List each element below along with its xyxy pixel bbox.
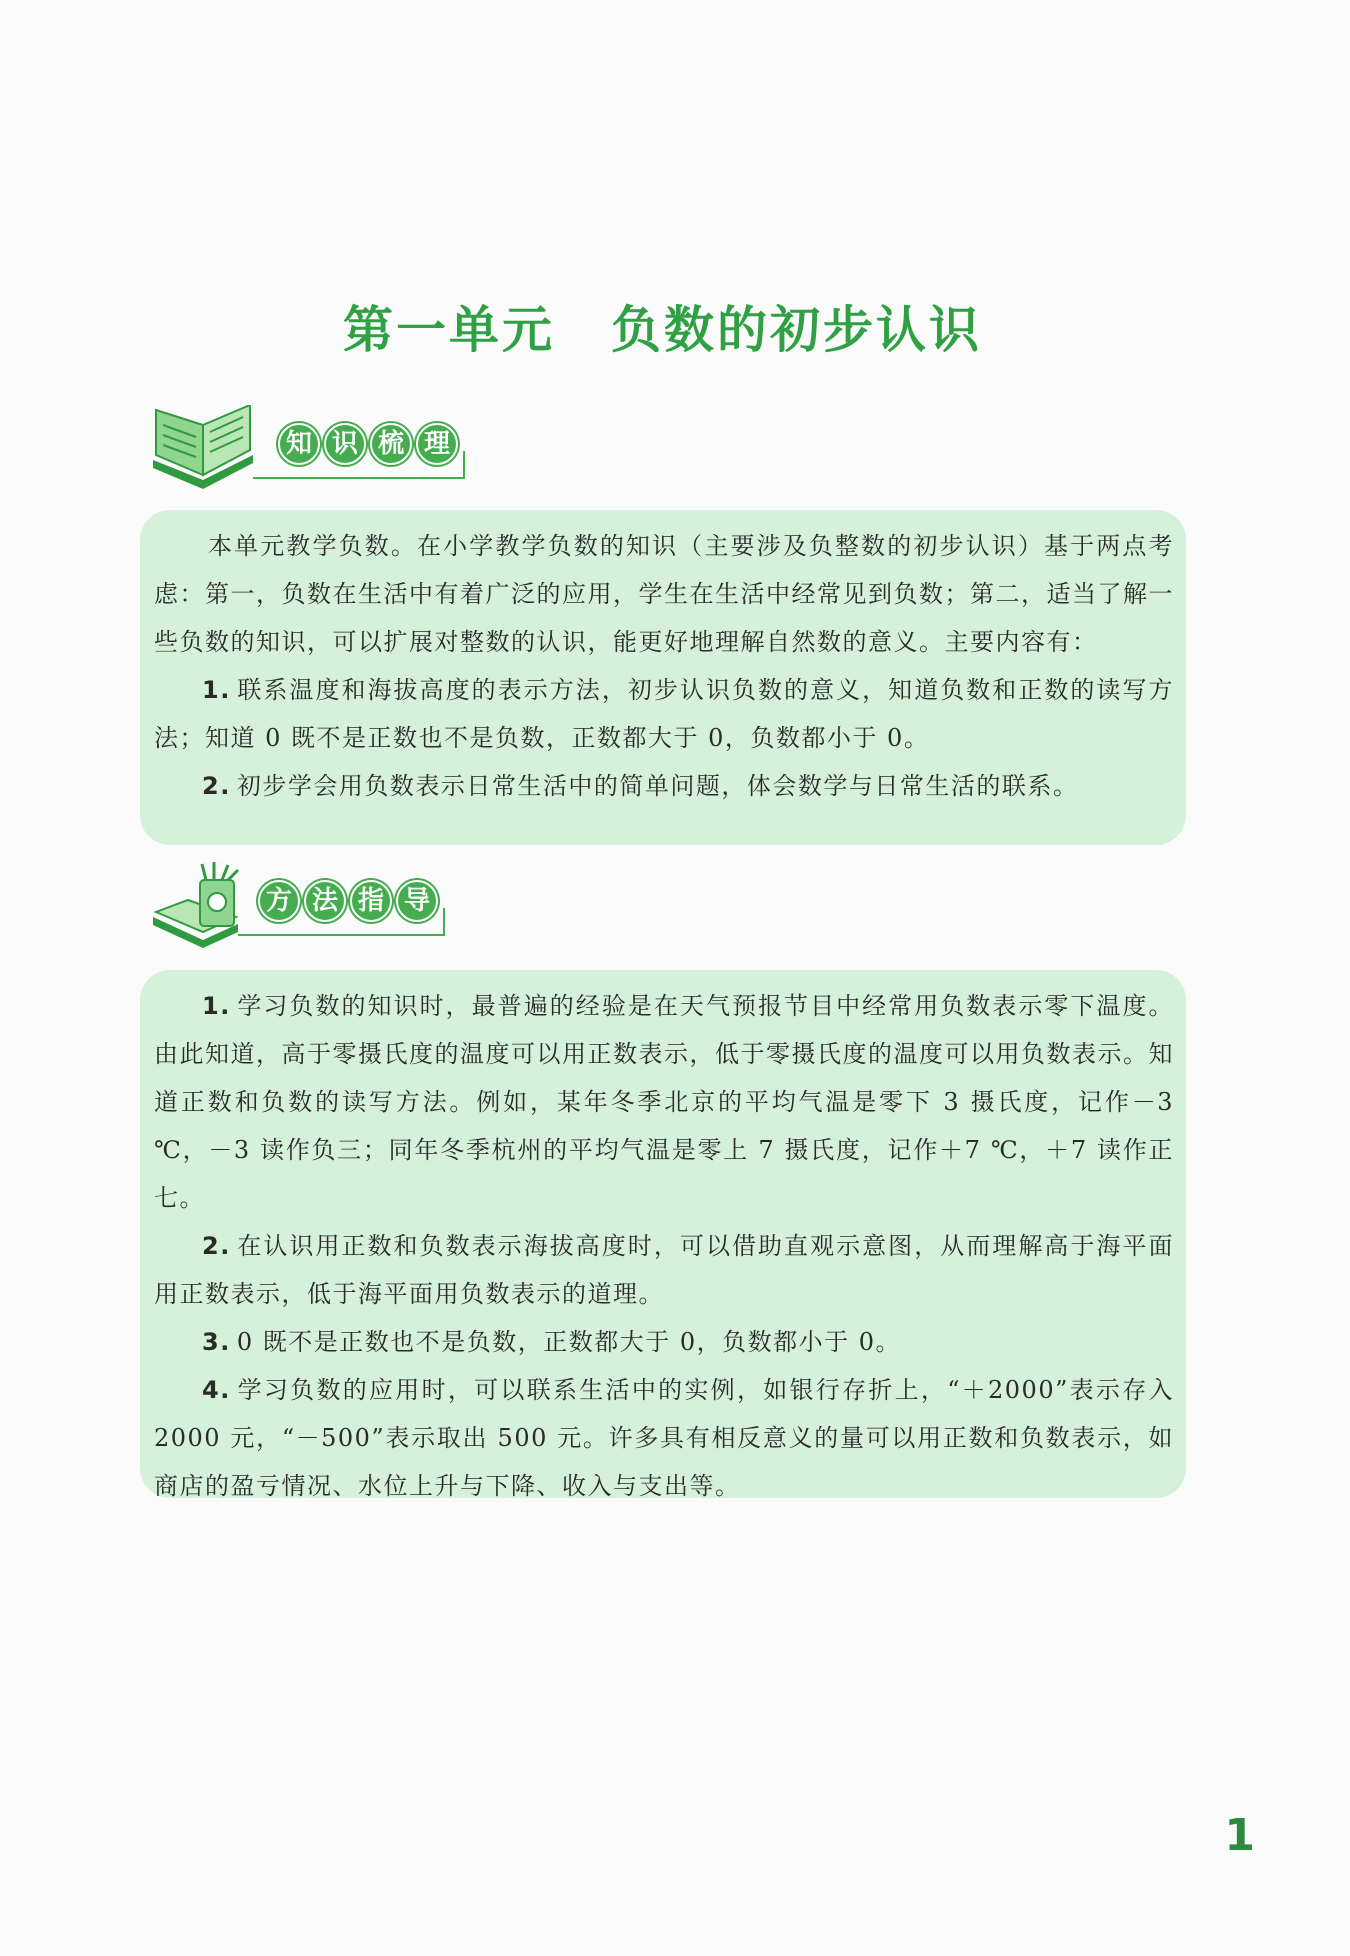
knowledge-char: 理 [416, 423, 458, 465]
page-title [0, 290, 1325, 362]
knowledge-paragraph: 1. 联系温度和海拔高度的表示方法，初步认识负数的意义，知道负数和正数的读写方法；知道 0 既不是正数也不是负数，正数都大于 0，负数都小于 0。 [154, 676, 1174, 752]
knowledge-char: 知 [278, 423, 320, 465]
unit-label: 第一单元 [343, 301, 555, 359]
method-paragraph: 4. 学习负数的应用时，可以联系生活中的实例，如银行存折上，“＋2000”表示存入 2000 元，“－500”表示取出 500 元。许多具有相反意义的量可以用正数和负数表示，如商店的盈亏情况、水位上升与下降、收入与支出等。 [154, 1376, 1174, 1500]
header-underline [238, 934, 443, 936]
method-char: 方 [258, 880, 300, 922]
header-underline [253, 477, 463, 479]
method-char: 指 [350, 880, 392, 922]
page-number: 1 [1224, 1810, 1255, 1861]
method-paragraph: 3. 0 既不是正数也不是负数，正数都大于 0，负数都小于 0。 [202, 1328, 902, 1356]
knowledge-panel [140, 510, 1186, 845]
knowledge-header [148, 405, 468, 485]
knowledge-char: 识 [324, 423, 366, 465]
open-book-icon [148, 405, 258, 495]
method-char: 导 [396, 880, 438, 922]
knowledge-paragraph: 2. 初步学会用负数表示日常生活中的简单问题，体会数学与日常生活的联系。 [202, 772, 1079, 800]
method-paragraph: 1. 学习负数的知识时，最普遍的经验是在天气预报节目中经常用负数表示零下温度。由此知道，高于零摄氏度的温度可以用正数表示，低于零摄氏度的温度可以用负数表示。知道正数和负数的读写方法。例如，某年冬季北京的平均气温是零下 3 摄氏度，记作－3 ℃，－3 读作负三；同年冬季杭州的平均气温是零上 7 摄氏度，记作＋7 ℃，＋7 读作正七。 [154, 992, 1174, 1212]
method-paragraph: 2. 在认识用正数和负数表示海拔高度时，可以借助直观示意图，从而理解高于海平面用正数表示，低于海平面用负数表示的道理。 [154, 1232, 1174, 1308]
knowledge-paragraph: 本单元教学负数。在小学教学负数的知识（主要涉及负整数的初步认识）基于两点考虑：第一，负数在生活中有着广泛的应用，学生在生活中经常见到负数；第二，适当了解一些负数的知识，可以扩展对整数的认识，能更好地理解自然数的意义。主要内容有： [154, 532, 1174, 656]
method-header [148, 862, 458, 942]
knowledge-char: 梳 [370, 423, 412, 465]
method-char: 法 [304, 880, 346, 922]
unit-topic: 负数的初步认识 [611, 301, 982, 359]
method-panel [140, 970, 1186, 1498]
pencil-cup-icon [148, 862, 258, 952]
